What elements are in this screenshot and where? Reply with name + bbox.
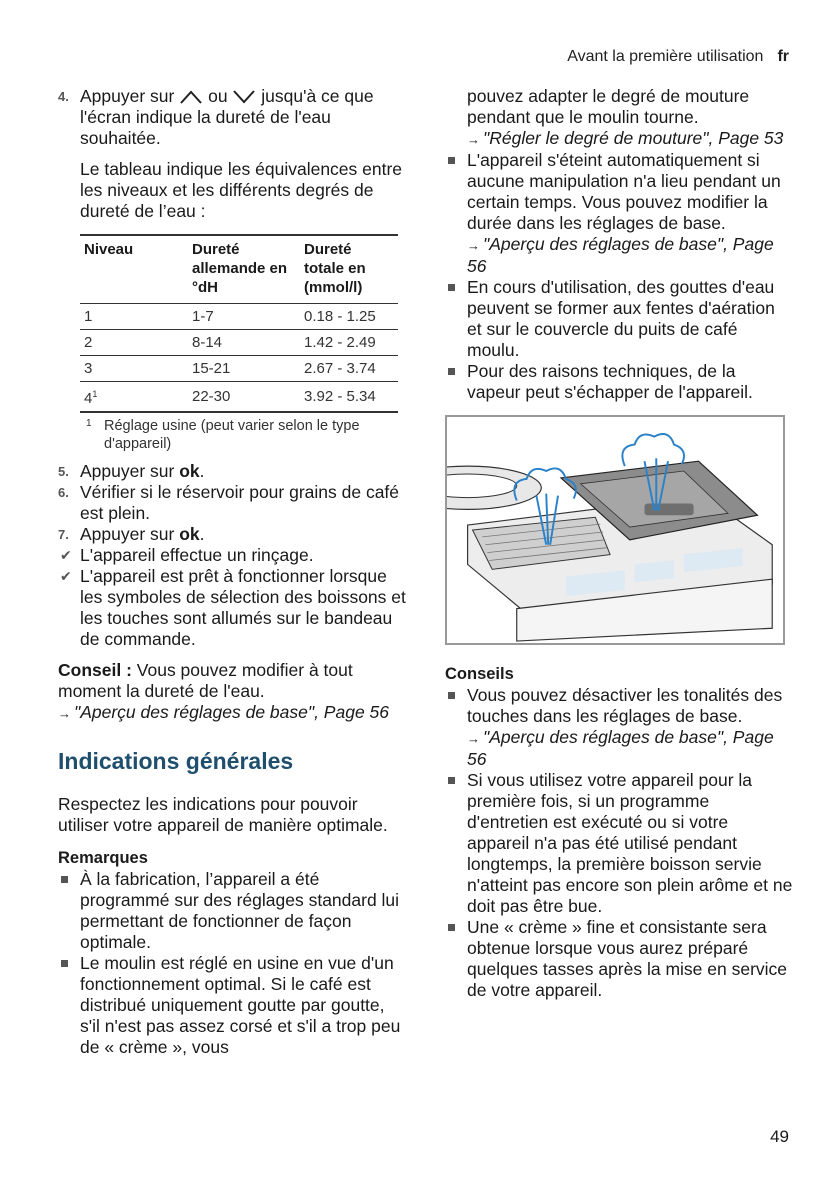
table-row (80, 304, 398, 330)
tip-text: Vous pouvez modifier à tout moment la dureté de l'eau. (58, 660, 353, 701)
table-header: Niveau (80, 235, 188, 304)
list-item-text: En cours d'utilisation, des gouttes d'eau peuvent se former aux fentes d'aération et sur le couvercle du puits de café moulu. (467, 277, 775, 360)
water-hardness-table (80, 234, 398, 413)
step-text: . (199, 461, 205, 481)
footnote-mark: 1 (86, 418, 92, 429)
table-cell: 3.92 - 5.34 (300, 382, 398, 413)
footnote-text: Réglage usine (peut varier selon le type d'appareil) (104, 418, 360, 452)
step-number: 7. (58, 527, 69, 542)
list-item-text: Le moulin est réglé en usine en vue d'un fonctionnement optimal. Si le café est distribué uniquement goutte par goutte, s'il n'est pas assez corsé et s'il a trop peu de « crème », vous (80, 953, 401, 1057)
bullet-icon (61, 876, 68, 883)
list-item-text: Une « crème » fine et consistante sera obtenue lorsque vous aurez préparé quelques tasses après la mise en service de votre appareil. (467, 917, 788, 1000)
list-item (445, 277, 793, 361)
table-cell: 1 (80, 304, 188, 330)
list-item-reference[interactable] (467, 727, 793, 770)
step-number: 5. (58, 464, 69, 479)
table-row (80, 330, 398, 356)
bullet-icon (448, 157, 455, 164)
step-text: . (199, 524, 205, 544)
step-5 (58, 461, 406, 482)
step-number: 6. (58, 485, 69, 500)
chevron-up-icon (179, 89, 203, 105)
table-cell: 8-14 (188, 330, 300, 356)
arrow-right-icon: → (467, 238, 480, 253)
table-cell: 2 (80, 330, 188, 356)
continued-text: pouvez adapter le degré de mouture pendant que le moulin tourne. (467, 86, 750, 127)
arrow-right-icon: → (58, 706, 71, 721)
reference-text: "Régler le degré de mouture", Page 53 (483, 128, 784, 148)
step-text: Appuyer sur (80, 524, 180, 544)
list-item (445, 770, 793, 917)
page-header (567, 46, 789, 67)
chevron-down-icon (232, 89, 256, 105)
arrow-right-icon: → (467, 731, 480, 746)
list-item (445, 685, 793, 770)
list-item (445, 917, 793, 1001)
arrow-right-icon: → (467, 132, 480, 147)
tip-paragraph (58, 660, 406, 702)
bullet-icon (448, 924, 455, 931)
ok-key-label: ok (179, 524, 200, 544)
table-header: Dureté totale en (mmol/l) (300, 235, 398, 304)
step-text: ou (203, 86, 233, 106)
cell-text: 4 (84, 390, 93, 407)
bullet-icon (61, 960, 68, 967)
list-item (445, 150, 793, 277)
steam-illustration (445, 415, 785, 645)
step-text: Appuyer sur (80, 461, 180, 481)
table-cell: 15-21 (188, 356, 300, 382)
result-text: L'appareil est prêt à fonctionner lorsque les symboles de sélection des boissons et les touches sont allumés sur le bandeau de commande. (80, 566, 406, 649)
checkmark-icon: ✔ (60, 547, 72, 563)
reference-text: "Aperçu des réglages de base", Page 56 (74, 702, 389, 722)
bullet-icon (448, 284, 455, 291)
table-cell (80, 382, 188, 413)
reference-text: "Aperçu des réglages de base", Page 56 (467, 234, 774, 276)
bullet-icon (448, 692, 455, 699)
remarks-heading: Remarques (58, 849, 148, 867)
table-cell: 1.42 - 2.49 (300, 330, 398, 356)
list-item-text: À la fabrication, l’appareil a été programmé sur des réglages standard lui permettant de fonctionner de façon optimale. (80, 869, 400, 952)
table-cell: 1-7 (188, 304, 300, 330)
tip-reference[interactable] (58, 702, 406, 724)
list-item (58, 869, 406, 953)
list-item-reference[interactable] (467, 234, 793, 277)
left-column (58, 86, 406, 1058)
bullet-icon (448, 368, 455, 375)
grind-reference[interactable] (445, 128, 793, 150)
list-item (445, 361, 793, 403)
header-lang: fr (777, 48, 789, 65)
step-text: Vérifier si le réservoir pour grains de café est plein. (80, 482, 400, 523)
step-7 (58, 524, 406, 545)
table-intro: Le tableau indique les équivalences entre les niveaux et les différents degrés de dureté de l’eau : (80, 159, 403, 221)
table-footnote (58, 417, 406, 453)
table-row (80, 356, 398, 382)
result-2 (58, 566, 406, 650)
list-item-text: L'appareil s'éteint automatiquement si aucune manipulation n'a lieu pendant un certain temps. Vous pouvez modifier la durée dans les réglages de base. (467, 150, 781, 233)
ok-key-label: ok (179, 461, 200, 481)
table-cell: 0.18 - 1.25 (300, 304, 398, 330)
step-text: Appuyer sur (80, 86, 180, 106)
table-row (80, 382, 398, 413)
list-item-text: Si vous utilisez votre appareil pour la première fois, si un programme d'entretien est exécuté ou si votre appareil n'a pas été utilisé pendant longtemps, la première boisson servie n'atteint pas encore son plein arôme et ne doit pas être bue. (467, 770, 793, 916)
step-4 (58, 86, 406, 149)
result-1 (58, 545, 406, 566)
bullet-icon (448, 777, 455, 784)
page-number: 49 (770, 1127, 789, 1146)
table-cell: 3 (80, 356, 188, 382)
table-header: Dureté allemande en °dH (188, 235, 300, 304)
tip-label: Conseil : (58, 660, 132, 680)
result-text: L'appareil effectue un rinçage. (80, 545, 314, 565)
section-title: Indications générales (58, 748, 294, 774)
tips-heading: Conseils (445, 665, 514, 683)
step-text: jusqu'à ce que l'écran indique la dureté de l'eau souhaitée. (80, 86, 374, 148)
list-item (58, 953, 406, 1058)
list-item-text: Vous pouvez désactiver les tonalités des touches dans les réglages de base. (467, 685, 783, 726)
header-title: Avant la première utilisation (567, 48, 764, 65)
list-item-text: Pour des raisons techniques, de la vapeur peut s'échapper de l'appareil. (467, 361, 753, 402)
table-cell: 22-30 (188, 382, 300, 413)
reference-text: "Aperçu des réglages de base", Page 56 (467, 727, 774, 769)
step-number: 4. (58, 89, 69, 104)
footnote-ref: 1 (92, 389, 98, 399)
right-column (445, 86, 793, 1001)
checkmark-icon: ✔ (60, 568, 72, 584)
table-cell: 2.67 - 3.74 (300, 356, 398, 382)
section-intro: Respectez les indications pour pouvoir utiliser votre appareil de manière optimale. (58, 794, 388, 835)
step-6 (58, 482, 406, 524)
